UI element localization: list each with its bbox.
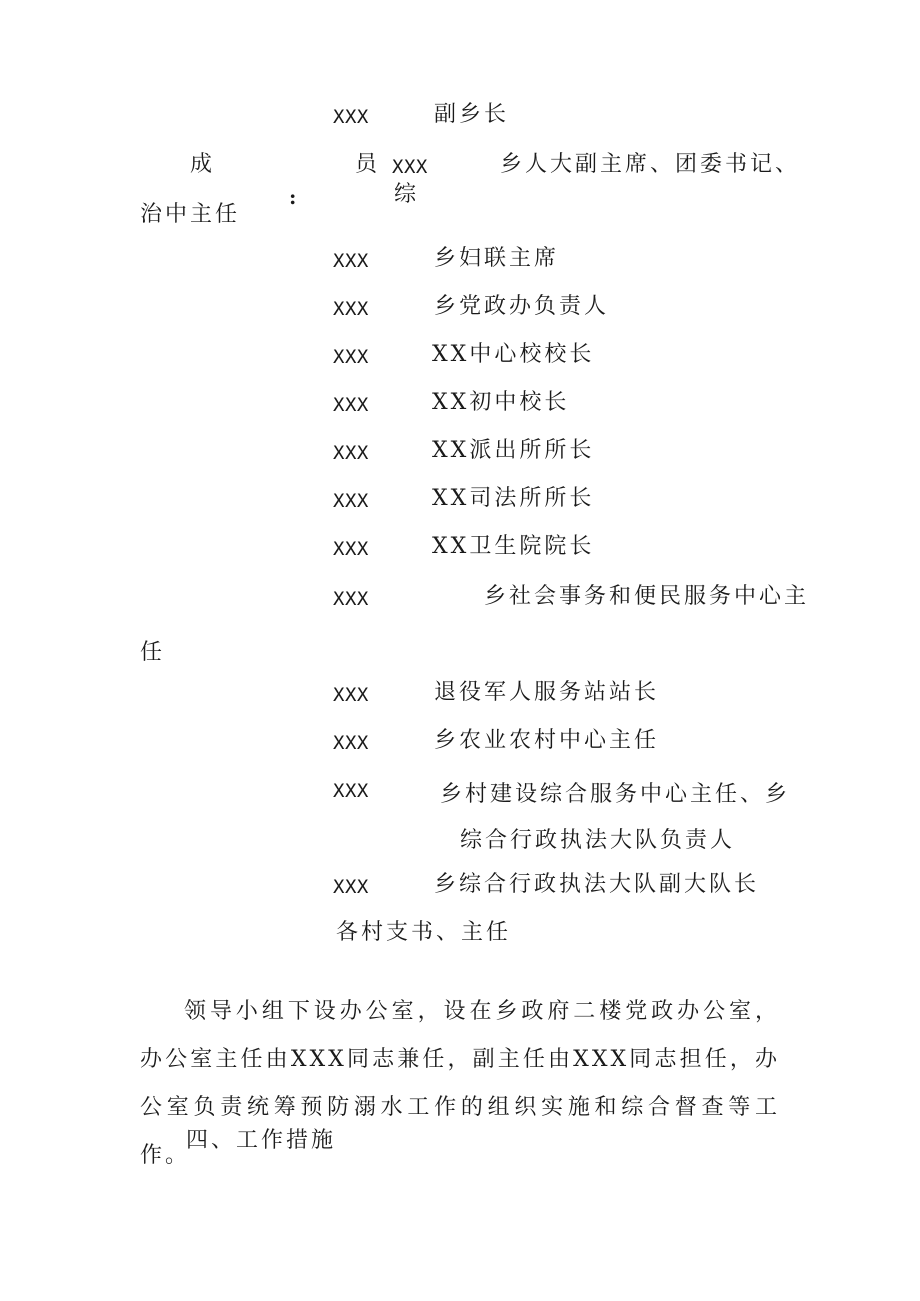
member-title: 乡村建设综合服务中心主任、乡 [440,782,791,807]
member-name: XXX [333,394,369,416]
member-label-right: 员 [355,152,381,177]
member-name: XXX [333,106,369,128]
member-name: XXX [333,442,369,464]
member-name: XXX [333,876,369,898]
member-title: 退役军人服务站站长 [434,680,660,705]
member-name: XXX [333,298,369,320]
section-heading: 四、工作措施 [186,1128,337,1153]
member-title: 乡党政办负责人 [434,294,610,319]
member-title-continuation: 综 [394,182,420,207]
member-title: XX卫生院院长 [432,534,595,559]
member-name: XXX [392,156,428,178]
member-title-continuation: 任 [140,640,166,665]
member-title: 乡综合行政执法大队副大队长 [434,872,760,897]
member-name: XXX [333,780,369,802]
village-members-line: 各村支书、主任 [336,920,512,945]
member-title: XX中心校校长 [432,342,595,367]
office-paragraph: 领导小组下设办公室，设在乡政府二楼党政办公室，办公室主任由XXX同志兼任，副主任由XXX同志担任，办公室负责统筹预防溺水工作的组织实施和综合督查等工作。 [140,999,780,1168]
member-name: XXX [333,490,369,512]
member-title: 乡社会事务和便民服务中心主 [484,584,810,609]
member-name: XXX [333,588,369,610]
member-title: XX司法所所长 [432,486,595,511]
member-title: 副乡长 [434,102,510,127]
member-title: 乡妇联主席 [434,246,560,271]
member-title: 乡农业农村中心主任 [434,728,660,753]
member-name: XXX [333,346,369,368]
member-title: XX初中校长 [432,390,570,415]
member-name: XXX [333,250,369,272]
member-title: 乡人大副主席、团委书记、 [500,152,801,177]
member-label-colon: : [289,185,300,209]
member-name: XXX [333,732,369,754]
member-name: XXX [333,684,369,706]
member-title-continuation: 综合行政执法大队负责人 [460,828,736,853]
member-label-left: 成 [190,152,216,177]
member-title: XX派出所所长 [432,438,595,463]
member-name: XXX [333,538,369,560]
member-title-continuation: 治中主任 [140,202,241,227]
